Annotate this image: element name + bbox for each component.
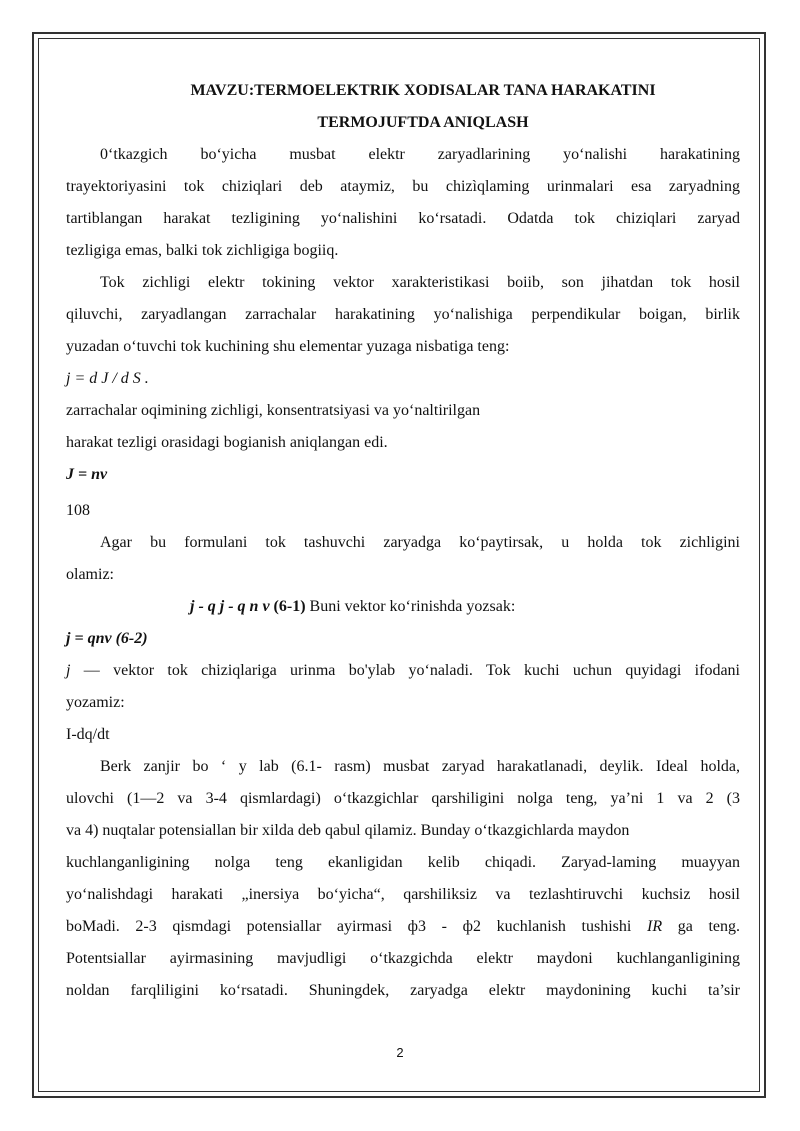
symbol-ir: IR: [646, 918, 663, 935]
title-line-2: TERMOJUFTDA ANIQLASH: [317, 114, 529, 131]
paragraph-2: [66, 267, 740, 363]
formula-6-2: j = qnv (6-2): [66, 630, 148, 647]
paragraph-5-line-1: [66, 655, 740, 687]
paragraph-line: tezligiga emas, balki tok zichligiga bogiiq.: [66, 242, 339, 259]
formula-j-nv: J = nv: [66, 466, 108, 483]
page-number: 2: [396, 1045, 404, 1060]
paragraph-1: [66, 139, 740, 267]
document-body: [66, 75, 740, 1007]
paragraph-line: trayektoriyasini tok chiziqlari deb ataymiz, bu chizìqlaming urinmalari esa zaryadning: [66, 178, 740, 195]
formula-6-1-math: j - q j - q n v: [190, 598, 274, 615]
paragraph-line: olamiz:: [66, 566, 114, 583]
paragraph-line: [66, 911, 740, 943]
paragraph-4: [66, 527, 740, 591]
paragraph-line: yo‘nalishdagi harakati „inersiya bo‘yicha“, qarshiliksiz va tezlashtiruvchi kuchsiz hosil: [66, 886, 740, 903]
paragraph-line: 0‘tkazgich bo‘yicha musbat elektr zaryadlarining yo‘nalishi harakatining: [100, 146, 740, 163]
paragraph-line: ulovchi (1—2 va 3-4 qismlardagi) o‘tkazgichlar qarshiligini nolga teng, ya’ni 1 va 2 (3: [66, 790, 740, 807]
paragraph-line: harakat tezligi orasidagi bogianish aniqlangan edi.: [66, 434, 388, 451]
symbol-j: j: [66, 662, 71, 679]
paragraph-line: va 4) nuqtalar potensiallan bir xilda deb qabul qilamiz. Bunday o‘tkazgichlarda maydon: [66, 822, 630, 839]
paragraph-3: [66, 395, 740, 459]
formula-current-density: j = d J / d S .: [66, 370, 149, 387]
title-line-1: MAVZU:TERMOELEKTRIK XODISALAR TANA HARAKATINI: [190, 82, 656, 99]
formula-i-dq-dt: I-dq/dt: [66, 726, 110, 743]
paragraph-text: boMadi. 2-3 qismdagi potensiallar ayirmasi ф3 - ф2 kuchlanish tushishi: [66, 918, 647, 935]
paragraph-line: kuchlanganligining nolga teng ekanligidan kelib chiqadi. Zaryad-laming muayyan: [66, 854, 740, 871]
paragraph-5-line-2: yozamiz:: [66, 694, 125, 711]
paragraph-line: Potentsiallar ayirmasining mavjudligi o‘tkazgichda elektr maydoni kuchlanganligining: [66, 950, 740, 967]
paragraph-line: zarrachalar oqimining zichligi, konsentratsiyasi va yo‘naltirilgan: [66, 402, 481, 419]
paragraph-line: qiluvchi, zaryadlangan zarrachalar harakatining yo‘nalishiga perpendikular boigan, birlik: [66, 306, 740, 323]
formula-6-1-text: Buni vektor ko‘rinishda yozsak:: [305, 598, 516, 615]
paragraph-line: tartiblangan harakat tezligining yo‘nalishini ko‘rsatadi. Odatda tok chiziqlari zaryad: [66, 210, 740, 227]
paragraph-line: noldan farqliligini ko‘rsatadi. Shuningdek, zaryadga elektr maydonining kuchi ta’sir: [66, 982, 740, 999]
formula-6-1-label: (6-1): [273, 598, 306, 615]
paragraph-text: ga teng.: [662, 918, 741, 935]
formula-6-1: [66, 591, 740, 623]
number-108: 108: [66, 502, 90, 519]
paragraph-line: Tok zichligi elektr tokining vektor xarakteristikasi boiib, son jihatdan tok hosil: [100, 274, 740, 291]
paragraph-line: Berk zanjir bo ‘ y lab (6.1- rasm) musbat zaryad harakatlanadi, deylik. Ideal holda,: [100, 758, 740, 775]
paragraph-6: [66, 751, 740, 1007]
paragraph-line: Agar bu formulani tok tashuvchi zaryadga ko‘paytirsak, u holda tok zichligini: [100, 534, 740, 551]
paragraph-line: yuzadan o‘tuvchi tok kuchining shu elementar yuzaga nisbatiga teng:: [66, 338, 510, 355]
paragraph-text: — vektor tok chiziqlariga urinma bo'ylab yo‘naladi. Tok kuchi uchun quyidagi ifodani: [70, 662, 740, 679]
